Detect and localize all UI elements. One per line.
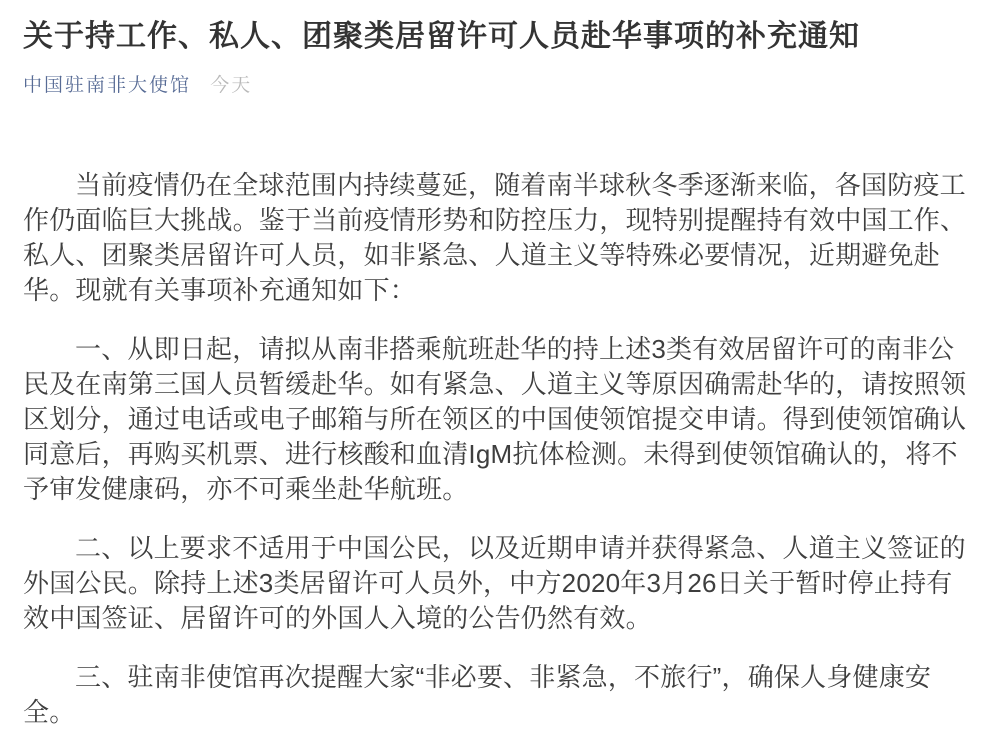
publish-date: 今天 [210,75,253,96]
article-title: 关于持工作、私人、团聚类居留许可人员赴华事项的补充通知 [23,20,860,53]
byline [23,73,970,100]
paragraph-item-2: 二、以上要求不适用于中国公民，以及近期申请并获得紧急、人道主义签证的外国公民。除持上述3类居留许可人员外，中方2020年3月26日关于暂时停止持有效中国签证、居留许可的外国人入境的公告仍然有效。 [23,532,966,633]
paragraph-item-3: 三、驻南非使馆再次提醒大家“非必要、非紧急，不旅行”，确保人身健康安全。 [23,661,932,727]
paragraph-item-1: 一、从即日起，请拟从南非搭乘航班赴华的持上述3类有效居留许可的南非公民及在南第三国人员暂缓赴华。如有紧急、人道主义等原因确需赴华的，请按照领区划分，通过电话或电子邮箱与所在领区的中国使领馆提交申请。得到使领馆确认同意后，再购买机票、进行核酸和血清IgM抗体检测。未得到使领馆确认的，将不予审发健康码，亦不可乘坐赴华航班。 [23,333,967,504]
paragraph-intro: 当前疫情仍在全球范围内持续蔓延，随着南半球秋冬季逐渐来临，各国防疫工作仍面临巨大挑战。鉴于当前疫情形势和防控压力，现特别提醒持有效中国工作、私人、团聚类居留许可人员，如非紧急、人道主义等特殊必要情况，近期避免赴华。现就有关事项补充通知如下： [23,169,967,305]
article-body [23,168,970,730]
account-name-link[interactable]: 中国驻南非大使馆 [23,75,192,96]
